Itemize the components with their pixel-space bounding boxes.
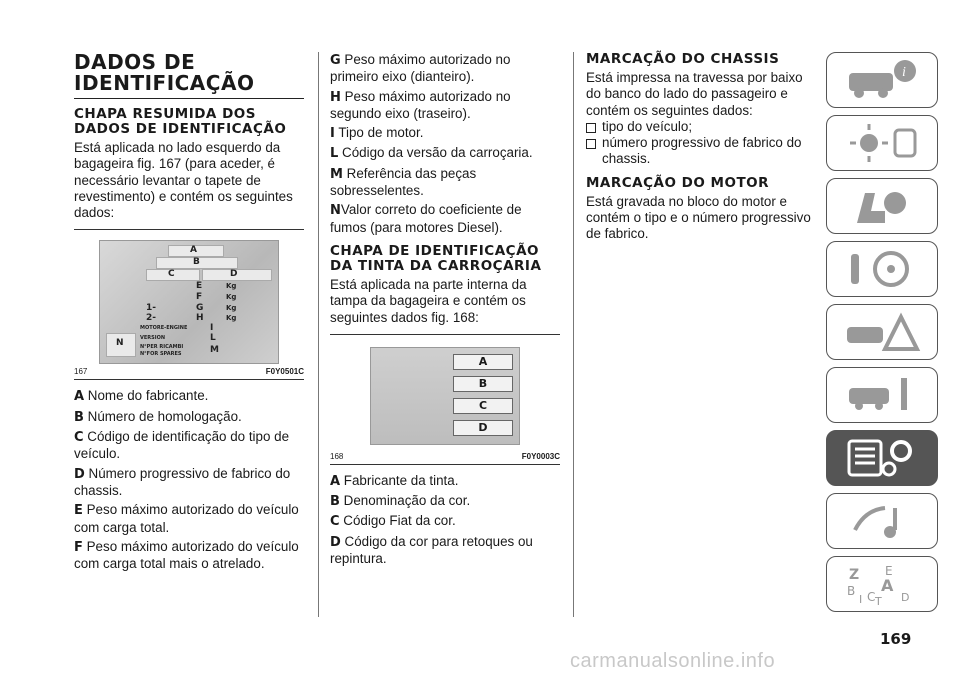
legend-item: G Peso máximo autorizado no primeiro eixo (dianteiro).	[330, 52, 511, 85]
svg-text:B: B	[847, 584, 856, 598]
svg-text:i: i	[902, 65, 906, 80]
subsection-title: CHAPA RESUMIDA DOS DADOS DE IDENTIFICAÇÃO	[74, 106, 287, 137]
legend-item: D Número progressivo de fabrico do chassis.	[74, 465, 291, 498]
plate-label: Kg	[226, 293, 237, 302]
plate-label: I	[210, 323, 214, 334]
tab-emergency[interactable]	[826, 304, 938, 360]
legend-item: C Código de identificação do tipo de veículo.	[74, 429, 290, 462]
plate-text: N°FOR SPARES	[140, 351, 182, 358]
subsection-title: CHAPA DE IDENTIFICAÇÃO DA TINTA DA CARROÇARIA	[330, 242, 542, 274]
legend-item: H Peso máximo autorizado no segundo eixo (traseiro).	[330, 88, 511, 121]
chassis-text: Está impressa na travessa por baixo do banco do lado do passageiro e contém os seguintes dados:	[586, 70, 803, 118]
figure-number: 168	[330, 451, 344, 461]
svg-text:E: E	[885, 564, 893, 578]
legend-list	[330, 52, 560, 236]
plate-label: H	[196, 313, 204, 324]
plate-label: 1-	[146, 303, 156, 314]
intro-text: Está aplicada no lado esquerdo da bagageira fig. 167 (para aceder, é necessário levantar o tapete de revestimento) e contém os seguintes dados:	[74, 140, 293, 221]
id-plate-image	[99, 240, 279, 364]
bullet-square-icon	[586, 139, 596, 149]
tab-multimedia[interactable]	[826, 493, 938, 549]
figure-number: 167	[74, 367, 88, 377]
plate-label: D	[453, 420, 513, 436]
multimedia-icon	[845, 500, 921, 542]
svg-text:C: C	[867, 590, 876, 604]
column-right	[586, 52, 821, 243]
tab-safety[interactable]	[826, 178, 938, 234]
svg-text:T: T	[875, 595, 882, 605]
legend-item: A Fabricante da tinta.	[330, 472, 459, 489]
plate-label: L	[210, 333, 216, 344]
subsection-title: MARCAÇÃO DO CHASSIS	[586, 51, 780, 67]
figure-code: F0Y0003C	[521, 451, 560, 461]
legend-item: E Peso máximo autorizado do veículo com carga total.	[74, 502, 299, 535]
svg-text:Z: Z	[849, 567, 860, 583]
svg-text:A: A	[881, 576, 894, 595]
figure-167	[74, 229, 304, 380]
plate-label: C	[168, 269, 175, 280]
engine-text: Está gravada no bloco do motor e contém o tipo e o número progressivo de fabrico.	[586, 193, 811, 242]
column-divider	[573, 52, 574, 617]
plate-label: Kg	[226, 282, 237, 291]
column-middle	[330, 52, 560, 570]
legend-item: M Referência das peças sobresselentes.	[330, 165, 477, 199]
chapter-tabs	[826, 52, 942, 619]
legend-item: C Código Fiat da cor.	[330, 513, 456, 530]
steering-wheel-key-icon	[845, 248, 921, 290]
index-letters-icon	[845, 563, 921, 605]
watermark: carmanualsonline.info	[570, 650, 776, 672]
bullet-item: tipo do veículo;	[586, 119, 821, 135]
svg-text:D: D	[901, 591, 910, 604]
tab-car-info[interactable]	[826, 52, 938, 108]
legend-item: B Denominação da cor.	[330, 493, 471, 510]
page-number: 169	[880, 630, 912, 648]
figure-caption	[74, 364, 304, 379]
legend-item: NValor correto do coeficiente de fumos (para motores Diesel).	[330, 202, 522, 235]
warning-lights-icon	[845, 122, 921, 164]
plate-label: Kg	[226, 314, 237, 323]
legend-item: L Código da versão da carroçaria.	[330, 145, 533, 162]
bullet-square-icon	[586, 123, 596, 133]
plate-label: Kg	[226, 304, 237, 313]
plate-label: M	[210, 345, 219, 356]
plate-label: D	[230, 269, 238, 280]
intro-text: Está aplicada na parte interna da tampa da bagageira e contém os seguintes dados fig. 168:	[330, 276, 527, 325]
tab-technical-data[interactable]	[826, 430, 938, 486]
legend-item: D Código da cor para retoques ou repintura.	[330, 533, 533, 567]
figure-code: F0Y0501C	[265, 367, 304, 377]
plate-label: A	[190, 245, 197, 256]
figure-168	[330, 334, 560, 465]
plate-label: A	[453, 354, 513, 370]
car-info-icon	[845, 59, 921, 101]
bullet-item: número progressivo de fabrico do chassis.	[586, 135, 821, 168]
svg-text:I: I	[859, 593, 863, 605]
legend-list	[74, 388, 304, 572]
plate-label: B	[193, 257, 200, 268]
tab-index[interactable]	[826, 556, 938, 612]
figure-caption	[330, 449, 560, 464]
plate-label: G	[196, 303, 204, 314]
plate-label: F	[196, 292, 203, 303]
plate-label: 2-	[146, 313, 156, 324]
car-wrench-icon	[845, 374, 921, 416]
airbag-seat-icon	[845, 185, 921, 227]
section-title: DADOS DE IDENTIFICAÇÃO	[74, 52, 304, 99]
legend-list	[330, 473, 560, 567]
plate-label: N	[116, 338, 124, 349]
legend-item: F Peso máximo autorizado do veículo com carga total mais o atrelado.	[74, 538, 299, 572]
paint-plate-image	[370, 347, 520, 445]
plate-label: C	[453, 398, 513, 414]
tab-starting-driving[interactable]	[826, 241, 938, 297]
emergency-triangle-icon	[845, 311, 921, 353]
plate-text: VERSION	[140, 335, 166, 342]
legend-item: A Nome do fabricante.	[74, 388, 209, 405]
specs-gear-icon	[845, 437, 921, 479]
plate-label: B	[453, 376, 513, 392]
tab-maintenance[interactable]	[826, 367, 938, 423]
subsection-title: MARCAÇÃO DO MOTOR	[586, 174, 770, 191]
legend-item: I Tipo de motor.	[330, 125, 424, 142]
plate-text: N°PER RICAMBI	[140, 344, 184, 351]
plate-label: E	[196, 281, 203, 292]
tab-warning-lights[interactable]	[826, 115, 938, 171]
plate-text: MOTORE-ENGINE	[140, 325, 188, 332]
legend-item: B Número de homologação.	[74, 408, 242, 425]
column-divider	[318, 52, 319, 617]
column-left	[74, 52, 304, 575]
